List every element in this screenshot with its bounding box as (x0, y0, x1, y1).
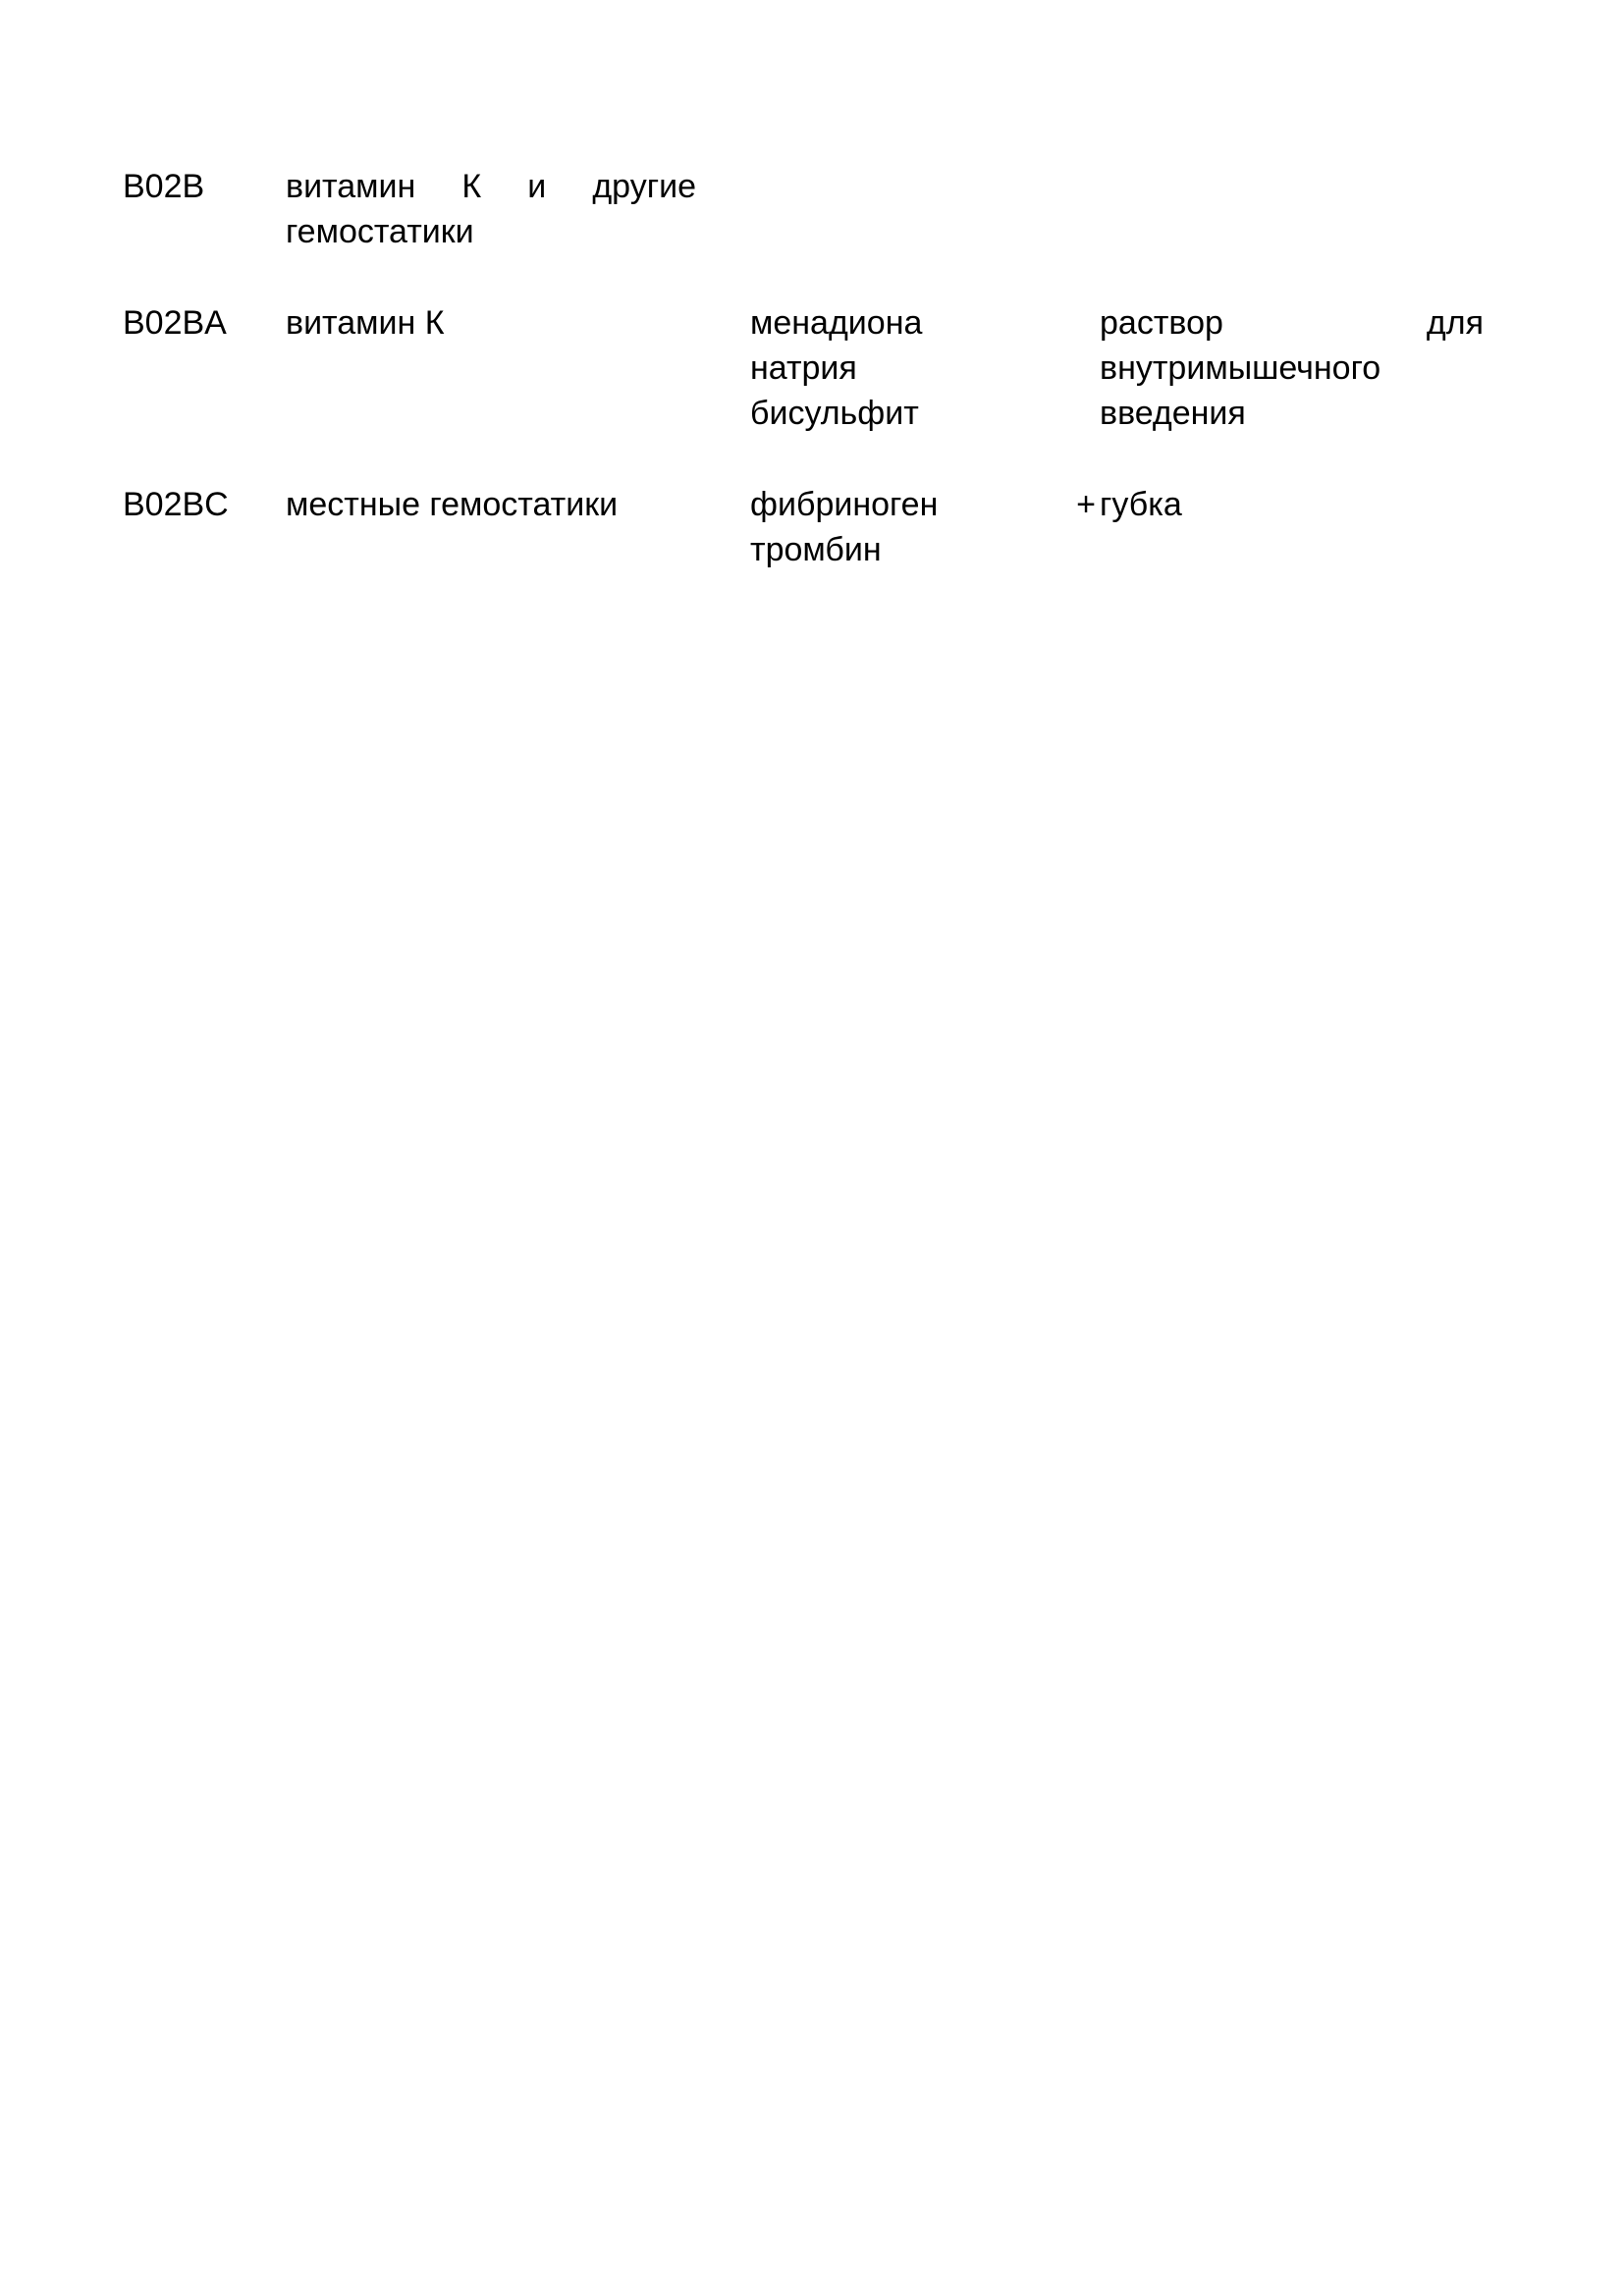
group-line: витамин К (286, 304, 445, 342)
table-row (123, 300, 1484, 436)
table-row (123, 482, 1484, 572)
atc-code (123, 482, 286, 527)
anatomical-therapeutic-group (286, 482, 750, 527)
group-line: местные гемостатики (286, 486, 619, 523)
atc-code-text: B02BC (123, 486, 229, 523)
anatomical-therapeutic-group (286, 300, 750, 346)
atc-code-text: B02BA (123, 304, 227, 342)
atc-code (123, 164, 286, 209)
substance-line: тромбин (750, 531, 882, 568)
anatomical-therapeutic-group (286, 164, 750, 254)
dosage-form (1100, 482, 1484, 527)
table-row (123, 164, 1484, 254)
drug-substance (750, 482, 1100, 572)
substance-line: натрия (750, 349, 857, 387)
group-line: витамин К и другие (286, 168, 696, 205)
form-line: раствор для (1100, 304, 1484, 342)
dosage-form (1100, 300, 1484, 436)
substance-line: фибриноген + (750, 486, 1096, 523)
form-line: губка (1100, 486, 1182, 523)
drug-substance (750, 300, 1100, 436)
form-line: введения (1100, 395, 1246, 432)
group-line: гемостатики (286, 213, 474, 250)
form-line: внутримышечного (1100, 349, 1381, 387)
substance-line: менадиона (750, 304, 923, 342)
atc-code-text: B02B (123, 168, 205, 205)
atc-code (123, 300, 286, 346)
drug-table (123, 164, 1484, 572)
substance-line: бисульфит (750, 395, 919, 432)
